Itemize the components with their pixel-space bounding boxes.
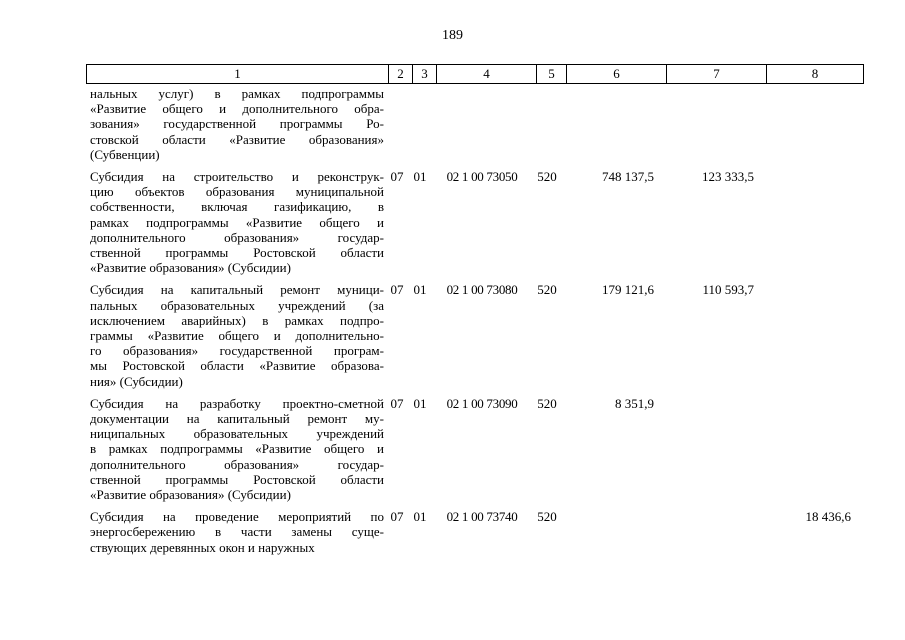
description-line: зования» государственной программы Ро-	[90, 116, 384, 132]
page-number: 189	[442, 28, 463, 43]
table-row	[90, 282, 859, 388]
row-description	[90, 282, 384, 388]
subsection-code: 01	[413, 169, 427, 185]
section-code: 07	[390, 395, 404, 411]
row-description	[90, 86, 384, 162]
description-line: рамках подпрограммы «Развитие общего и	[90, 214, 384, 230]
description-line: граммы «Развитие общего и дополнительно-	[90, 328, 384, 344]
description-line: Субсидия на капитальный ремонт муници-	[90, 282, 384, 298]
table-row	[90, 396, 859, 502]
description-line: Субсидия на строительство и реконструк-	[90, 169, 384, 185]
target-article-code: 02 1 00 73740	[446, 509, 518, 525]
description-line: (Субвенции)	[90, 146, 160, 162]
section-code: 07	[390, 282, 404, 298]
description-line: «Развитие общего и дополнительного обра-	[90, 101, 384, 117]
description-line: нальных услуг) в рамках подпрограммы	[90, 86, 384, 101]
description-line: го образования» государственной програм-	[90, 343, 384, 359]
column-header-8: 8	[767, 64, 864, 84]
description-line: исключением аварийных) в рамках подпро-	[90, 312, 384, 328]
table-header	[86, 64, 864, 84]
row-description	[90, 169, 384, 275]
description-line: собственности, включая газификацию, в	[90, 199, 384, 215]
description-line: мы Ростовской области «Развитие образова-	[90, 358, 384, 374]
description-line: дополнительного образования» государ-	[90, 229, 384, 245]
description-line: ствующих деревянных окон и наружных	[90, 539, 315, 555]
table-row	[90, 86, 859, 162]
table-row	[90, 509, 859, 555]
column-header-4: 4	[437, 64, 537, 84]
amount-col-6: 8 351,9	[615, 395, 654, 411]
description-line: энергосбережению в части замены суще-	[90, 524, 384, 540]
amount-col-7: 110 593,7	[702, 282, 754, 298]
description-line: дополнительного образования» государ-	[90, 456, 384, 472]
expense-type-code: 520	[537, 509, 557, 525]
expense-type-code: 520	[537, 282, 557, 298]
column-header-7: 7	[667, 64, 767, 84]
row-description	[90, 396, 384, 502]
description-line: пальных образовательных учреждений (за	[90, 297, 384, 313]
description-line: документации на капитальный ремонт му-	[90, 411, 384, 427]
description-line: ния» (Субсидии)	[90, 373, 183, 389]
amount-col-7: 123 333,5	[702, 169, 754, 185]
amount-col-6: 748 137,5	[602, 169, 654, 185]
row-description	[90, 509, 384, 555]
expense-type-code: 520	[537, 169, 557, 185]
description-line: Субсидия на проведение мероприятий по	[90, 509, 384, 525]
amount-col-8: 18 436,6	[805, 509, 851, 525]
subsection-code: 01	[413, 282, 427, 298]
column-header-3: 3	[413, 64, 437, 84]
subsection-code: 01	[413, 395, 427, 411]
target-article-code: 02 1 00 73090	[446, 395, 518, 411]
column-header-1: 1	[87, 64, 389, 84]
description-line: ственной программы Ростовской области	[90, 245, 384, 261]
description-line: «Развитие образования» (Субсидии)	[90, 487, 291, 503]
section-code: 07	[390, 509, 404, 525]
description-line: ственной программы Ростовской области	[90, 471, 384, 487]
column-header-2: 2	[389, 64, 413, 84]
expense-type-code: 520	[537, 395, 557, 411]
target-article-code: 02 1 00 73050	[446, 169, 518, 185]
section-code: 07	[390, 169, 404, 185]
target-article-code: 02 1 00 73080	[446, 282, 518, 298]
amount-col-6: 179 121,6	[602, 282, 654, 298]
table-row	[90, 169, 859, 275]
description-line: «Развитие образования» (Субсидии)	[90, 260, 291, 276]
column-header-5: 5	[537, 64, 567, 84]
table-body	[90, 86, 859, 555]
description-line: в рамках подпрограммы «Развитие общего и	[90, 441, 384, 457]
description-line: цию объектов образования муниципальной	[90, 184, 384, 200]
description-line: ниципальных образовательных учреждений	[90, 426, 384, 442]
subsection-code: 01	[413, 509, 427, 525]
description-line: Субсидия на разработку проектно-сметной	[90, 395, 384, 411]
description-line: стовской области «Развитие образования»	[90, 131, 384, 147]
column-header-6: 6	[567, 64, 667, 84]
